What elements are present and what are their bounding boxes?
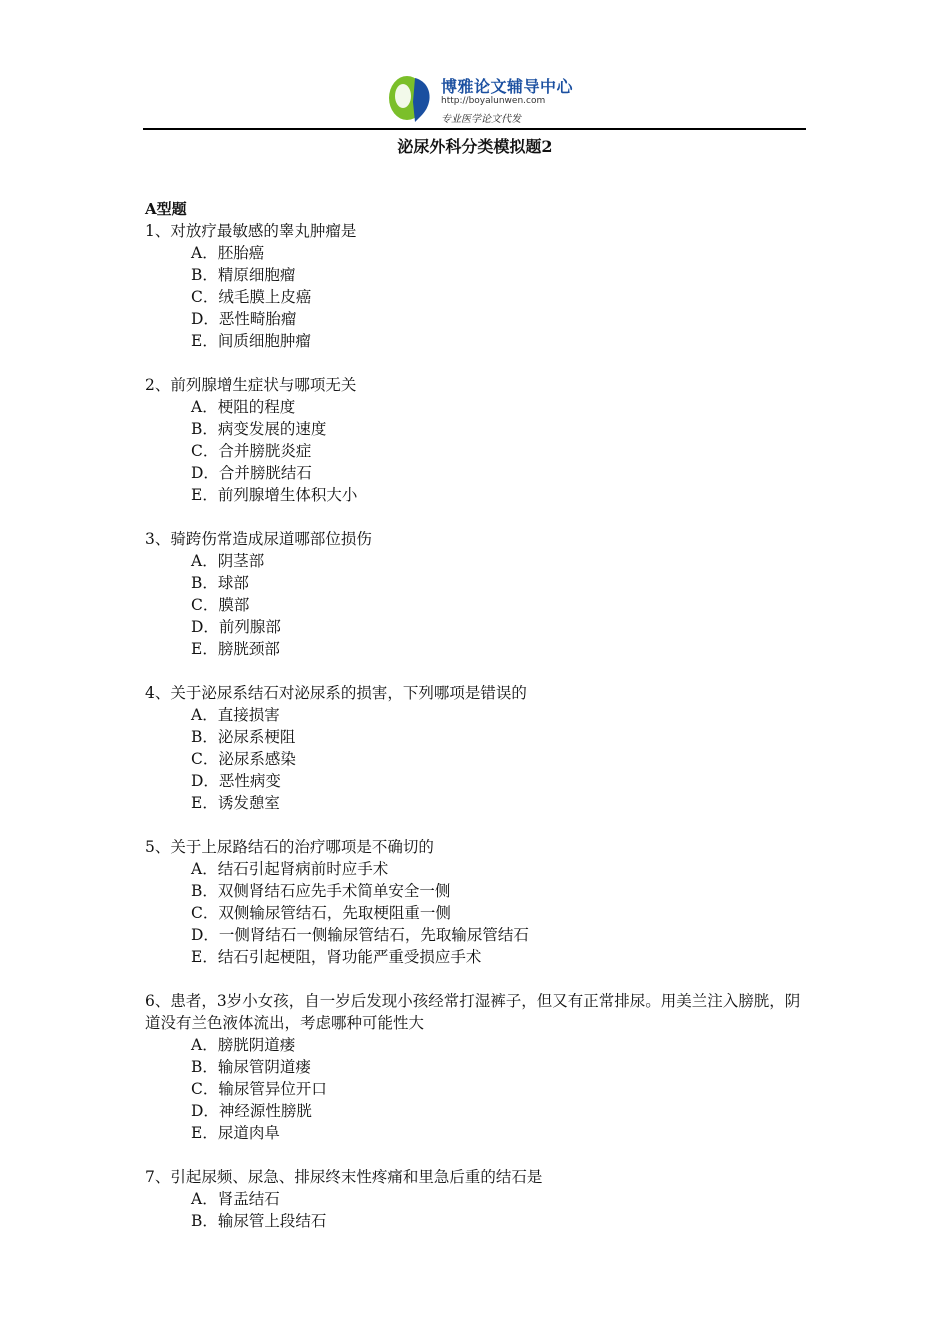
answer-option: E．膀胱颈部 <box>191 640 280 658</box>
answer-option: B．双侧肾结石应先手术简单安全一侧 <box>191 882 451 900</box>
answer-option: C．膜部 <box>191 596 250 614</box>
answer-option: B．输尿管上段结石 <box>191 1212 327 1230</box>
question-text: 3、骑跨伤常造成尿道哪部位损伤 <box>145 530 372 548</box>
answer-option: D．前列腺部 <box>191 618 281 636</box>
question-item <box>145 682 815 814</box>
question-text: 1、对放疗最敏感的睾丸肿瘤是 <box>145 222 357 240</box>
answer-option: A．肾盂结石 <box>191 1190 280 1208</box>
answer-option: E．尿道肉阜 <box>191 1124 280 1142</box>
question-item <box>145 528 815 660</box>
question-item <box>145 220 815 352</box>
question-text: 6、患者，3岁小女孩，自一岁后发现小孩经常打湿裤子，但又有正常排尿。用美兰注入膀胱，阴道没有兰色液体流出，考虑哪种可能性大 <box>145 992 801 1032</box>
answer-option: B．泌尿系梗阻 <box>191 728 296 746</box>
question-item <box>145 836 815 968</box>
logo-icon <box>385 72 437 124</box>
question-item <box>145 990 815 1144</box>
answer-option: A．直接损害 <box>191 706 280 724</box>
answer-option: A．阴茎部 <box>191 552 265 570</box>
question-list <box>145 220 815 1232</box>
answer-option: E．诱发憩室 <box>191 794 280 812</box>
answer-option: E．结石引起梗阻，肾功能严重受损应手术 <box>191 948 482 966</box>
question-text: 7、引起尿频、尿急、排尿终末性疼痛和里急后重的结石是 <box>145 1168 543 1186</box>
question-item <box>145 374 815 506</box>
answer-option: A．结石引起肾病前时应手术 <box>191 860 389 878</box>
page-header <box>0 0 950 156</box>
answer-option: E．前列腺增生体积大小 <box>191 486 358 504</box>
answer-option: C．合并膀胱炎症 <box>191 442 312 460</box>
logo-title: 博雅论文辅导中心 <box>441 77 574 96</box>
question-text: 4、关于泌尿系结石对泌尿系的损害，下列哪项是错误的 <box>145 684 527 702</box>
question-text: 2、前列腺增生症状与哪项无关 <box>145 376 357 394</box>
document-body <box>145 198 815 1254</box>
question-item <box>145 1166 815 1232</box>
logo-url[interactable]: http://boyalunwen.com <box>441 96 546 106</box>
answer-option: B．病变发展的速度 <box>191 420 327 438</box>
answer-option: C．绒毛膜上皮癌 <box>191 288 312 306</box>
answer-option: D．神经源性膀胱 <box>191 1102 312 1120</box>
answer-option: C．输尿管异位开口 <box>191 1080 327 1098</box>
answer-option: B．精原细胞瘤 <box>191 266 296 284</box>
answer-option: C．双侧输尿管结石，先取梗阻重一侧 <box>191 904 451 922</box>
answer-option: A．胚胎癌 <box>191 244 265 262</box>
answer-option: D．恶性病变 <box>191 772 281 790</box>
header-divider <box>143 128 806 130</box>
answer-option: A．膀胱阴道瘘 <box>191 1036 296 1054</box>
answer-option: B．球部 <box>191 574 249 592</box>
answer-option: E．间质细胞肿瘤 <box>191 332 311 350</box>
answer-option: A．梗阻的程度 <box>191 398 296 416</box>
answer-option: D．一侧肾结石一侧输尿管结石，先取输尿管结石 <box>191 926 529 944</box>
answer-option: B．输尿管阴道瘘 <box>191 1058 311 1076</box>
logo-subtitle: 专业医学论文代发 <box>441 114 521 125</box>
answer-option: C．泌尿系感染 <box>191 750 296 768</box>
section-heading: A型题 <box>145 200 187 218</box>
answer-option: D．合并膀胱结石 <box>191 464 312 482</box>
logo <box>385 70 574 126</box>
question-text: 5、关于上尿路结石的治疗哪项是不确切的 <box>145 838 434 856</box>
document-title: 泌尿外科分类模拟题2 <box>397 137 553 156</box>
answer-option: D．恶性畸胎瘤 <box>191 310 297 328</box>
